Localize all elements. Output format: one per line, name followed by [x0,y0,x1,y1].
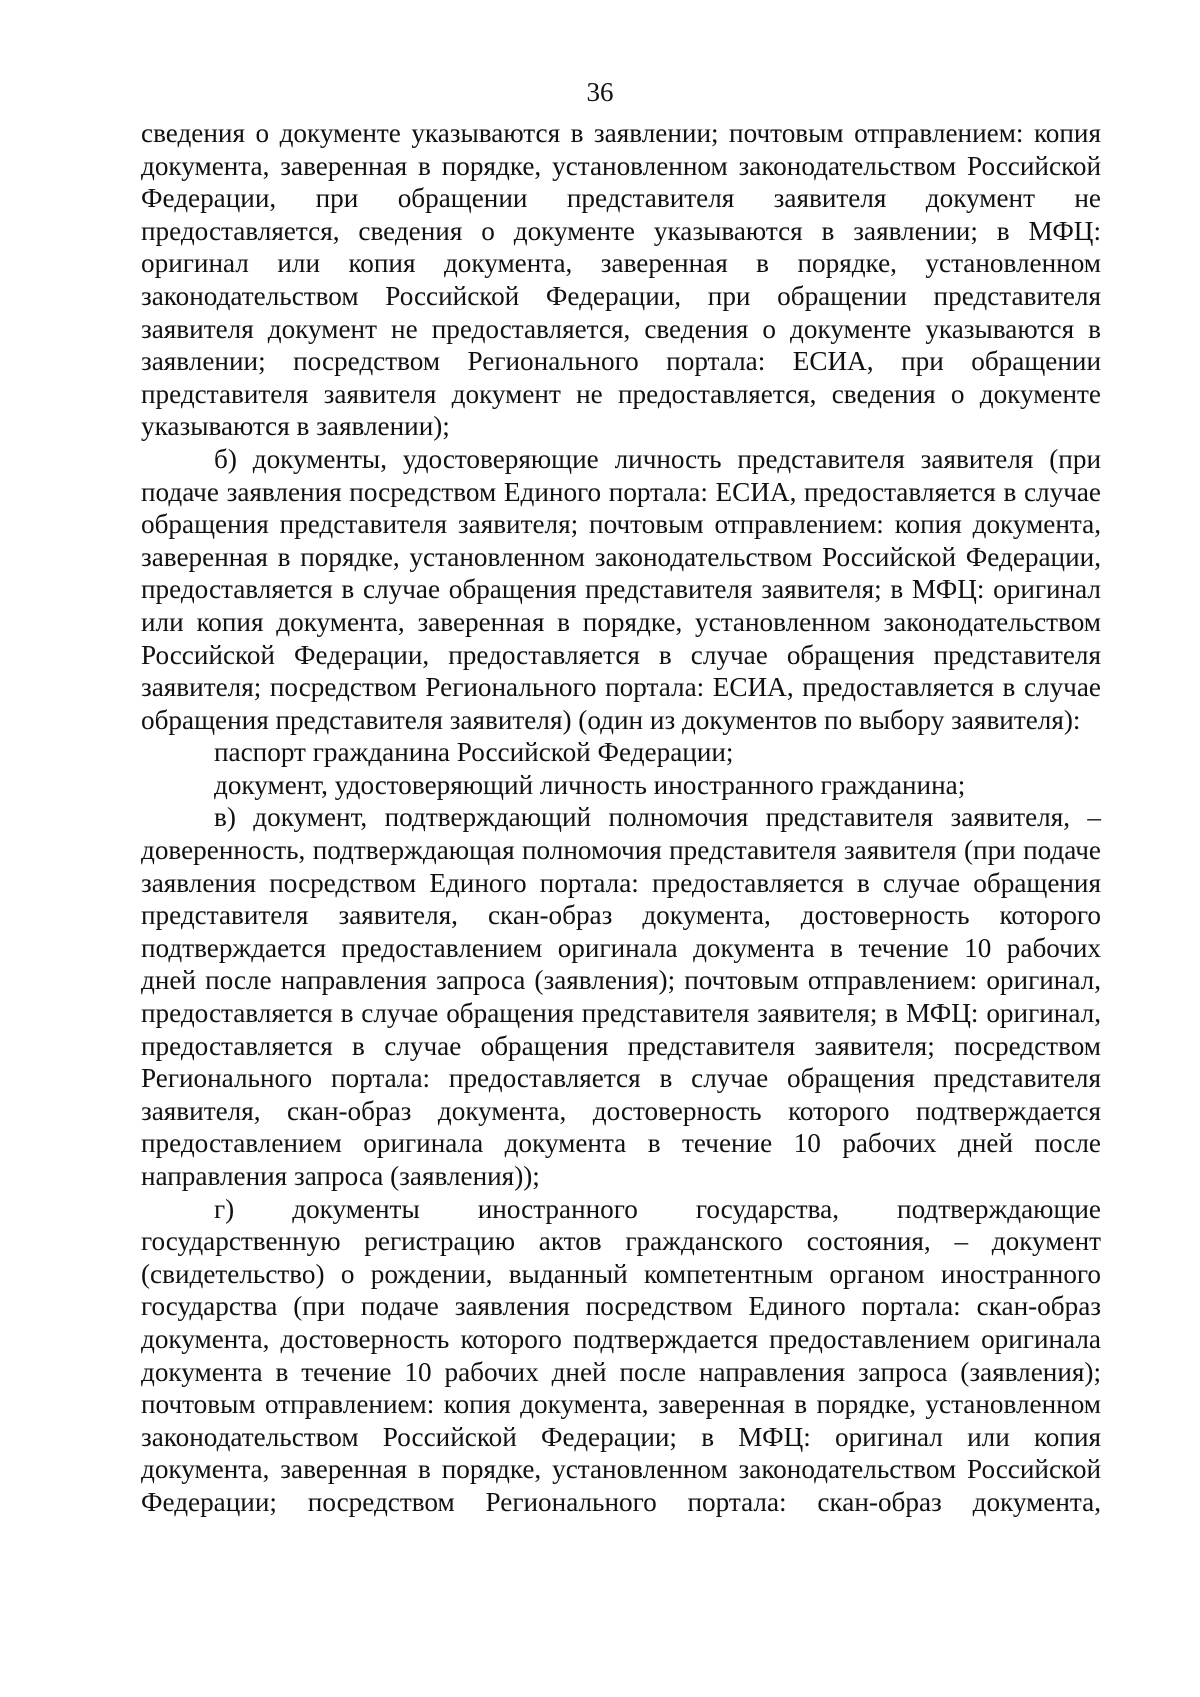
document-body [141,117,1101,1519]
paragraph-item-g: г) документы иностранного государства, подтверждающие государственную регистрацию актов гражданского состояния, – документ (свидетельство) о рождении, выданный компетентным органом иностранного государства (при подаче заявления посредством Единого портала: скан-образ документа, достоверность которого подтверждается предоставлением оригинала документа в течение 10 рабочих дней после направления запроса (заявления); почтовым отправлением: копия документа, заверенная в порядке, установленном законодательством Российской Федерации; в МФЦ: оригинал или копия документа, заверенная в порядке, установленном законодательством Российской Федерации; посредством Регионального портала: скан-образ документа, [141,1193,1101,1517]
paragraph-continuation: сведения о документе указываются в заявлении; почтовым отправлением: копия документа, заверенная в порядке, установленном законодательством Российской Федерации, при обращении представителя заявителя документ не предоставляется, сведения о документе указываются в заявлении; в МФЦ: оригинал или копия документа, заверенная в порядке, установленном законодательством Российской Федерации, при обращении представителя заявителя документ не предоставляется, сведения о документе указываются в заявлении; посредством Регионального портала: ЕСИА, при обращении представителя заявителя документ не предоставляется, сведения о документе указываются в заявлении); [141,118,1101,442]
paragraph-item-b: б) документы, удостоверяющие личность представителя заявителя (при подаче заявления посредством Единого портала: ЕСИА, предоставляется в случае обращения представителя заявителя; почтовым отправлением: копия документа, заверенная в порядке, установленном законодательством Российской Федерации, предоставляется в случае обращения представителя заявителя; в МФЦ: оригинал или копия документа, заверенная в порядке, установленном законодательством Российской Федерации, предоставляется в случае обращения представителя заявителя; посредством Регионального портала: ЕСИА, предоставляется в случае обращения представителя заявителя) (один из документов по выбору заявителя): [141,443,1101,735]
paragraph-passport: паспорт гражданина Российской Федерации; [214,737,734,768]
paragraph-item-v: в) документ, подтверждающий полномочия представителя заявителя, – доверенность, подтверждающая полномочия представителя заявителя (при подаче заявления посредством Единого портала: предоставляется в случае обращения представителя заявителя, скан-образ документа, достоверность которого подтверждается предоставлением оригинала документа в течение 10 рабочих дней после направления запроса (заявления); почтовым отправлением: оригинал, предоставляется в случае обращения представителя заявителя; в МФЦ: оригинал, предоставляется в случае обращения представителя заявителя; посредством Регионального портала: предоставляется в случае обращения представителя заявителя, скан-образ документа, достоверность которого подтверждается предоставлением оригинала документа в течение 10 рабочих дней после направления запроса (заявления)); [141,802,1101,1191]
paragraph-foreign-id: документ, удостоверяющий личность иностранного гражданина; [214,769,966,800]
page-number: 36 [586,77,614,107]
